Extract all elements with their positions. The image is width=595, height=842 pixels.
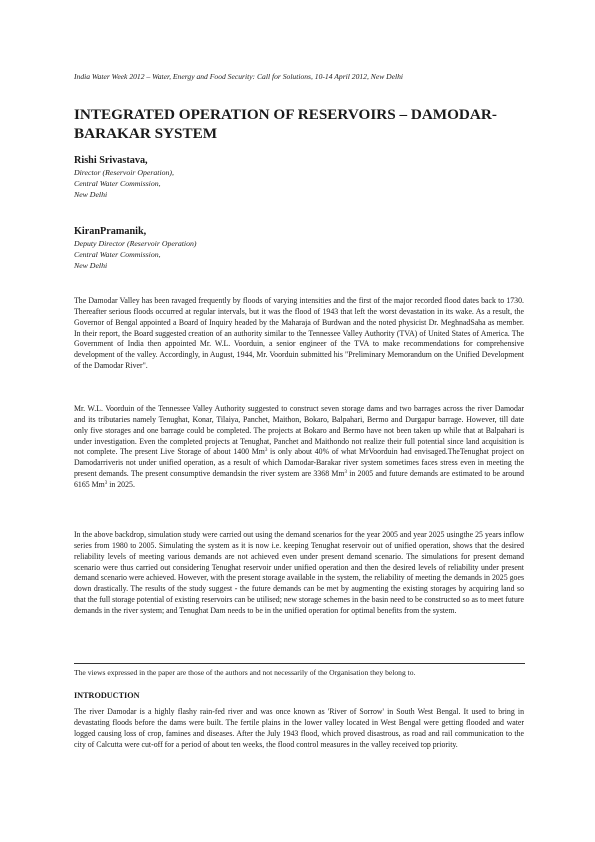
- superscript: 3: [344, 470, 347, 476]
- disclaimer-note: The views expressed in the paper are those of the authors and not necessarily of the Organisation they belong to.: [74, 668, 416, 677]
- abstract-paragraph-2: [74, 404, 524, 491]
- text-run: in 2005 and future demands are estimated to be around 6165 Mm: [74, 469, 524, 489]
- divider-rule: [74, 663, 525, 664]
- running-header: India Water Week 2012 – Water, Energy and Food Security: Call for Solutions, 10-14 April 2012, New Delhi: [74, 72, 404, 81]
- superscript: 3: [264, 448, 268, 454]
- author-affiliation-line: Deputy Director (Reservoir Operation): [74, 239, 197, 248]
- author-name: Rishi Srivastava,: [74, 155, 148, 166]
- author-block-2: [74, 225, 374, 271]
- text-run: is only about 40% of what MrVoorduin had envisaged.TheTenughat project on Damodarriveris not under unified operation, as a result of which Damodar-Barakar river system sometimes faces stress even in meeting the present demands. The present consumptive demandsin the river system are 3368 Mm: [74, 447, 524, 479]
- author-affiliation-line: Central Water Commission,: [74, 249, 161, 259]
- author-affiliation-line: New Delhi: [74, 260, 108, 270]
- author-block-1: [74, 154, 374, 200]
- section-heading-introduction: INTRODUCTION: [74, 691, 140, 700]
- introduction-paragraph-1: The river Damodar is a highly flashy rain-fed river and was once known as 'River of Sorrow' in South West Bengal. It used to bring in devastating floods before the dams were built. The fertile plains in the lower valley located in West Bengal were getting flooded and water logged causing loss of crop, famines and diseases. After the July 1943 flood, which proved disastrous, as road and rail communication to the city of Calcutta were cut-off for a period of about ten weeks, the flood control measures in the valley received top priority.: [74, 707, 524, 749]
- author-affiliation-line: Director (Reservoir Operation),: [74, 168, 174, 177]
- text-run: Mr. W.L. Voorduin of the Tennessee Valley Authority suggested to construct seven storage dams and two barrages across the river Damodar and its tributaries namely Tenughat, Konar, Tilaiya, Panchet, Maithon, Bokaro, Balpahari, Bermo and Durgapur barrage. However, till date only five storages and one barrage could be completed. The projects at Bokaro and Bermo have not been taken up while that at Balpahari is under investigation. Even the completed projects at Tenughat, Panchet and Maithondo not realize their full potential since land acquisition is not complete. The present Live Storage of about 1400 Mm: [74, 404, 524, 457]
- superscript: 3: [104, 480, 108, 486]
- abstract-paragraph-3: In the above backdrop, simulation study were carried out using the demand scenarios for the year 2005 and year 2025 usingthe 25 years inflow series from 1980 to 2005. Simulating the system as it is now i.e. keeping Tenughat reservoir out of unified operation, shows that the desired reliability levels of meeting various demands are not achieved even under present demand scenario. The simulations for present demand scenario were thus carried out considering Tenughat reservoir under unified operation and then the desired levels of reliability under present demand scenario were achieved. However, with the present storage available in the system, the reliability of meeting the demands in 2025 goes down drastically. The results of the study suggest - the future demands can be met by augmenting the existing storages by acquiring land so that the full storage potential of existing reservoirs can be utilised; new storage schemes in the basin need to be constructed so as to meet future demands in the river system; and Tenughat Dam needs to be in the unified operation for optimal benefits from the system.: [74, 530, 524, 615]
- paper-title: INTEGRATED OPERATION OF RESERVOIRS – DAMODAR-BARAKAR SYSTEM: [74, 106, 497, 142]
- text-run: in 2025.: [109, 479, 135, 489]
- author-affiliation-line: Central Water Commission,: [74, 178, 161, 188]
- abstract-paragraph-1: The Damodar Valley has been ravaged frequently by floods of varying intensities and the first of the major recorded flood dates back to 1730. Thereafter serious floods occurred at regular intervals, but it was the flood of 1943 that left the worst devastation in its wake. As a result, the Governor of Bengal appointed a Board of Inquiry headed by the Maharaja of Burdwan and the noted physicist Dr. MeghnadSaha as member. In their report, the Board suggested creation of an authority similar to the Tennessee Valley Authority (TVA) of United States of America. The Government of India then appointed Mr. W.L. Voorduin, a senior engineer of the TVA to make recommendations for comprehensive development of the valley. Accordingly, in August, 1944, Mr. Voorduin submitted his "Preliminary Memorandum on the Unified Development of the Damodar River".: [74, 296, 524, 371]
- author-name: KiranPramanik,: [74, 226, 147, 237]
- author-affiliation-line: New Delhi: [74, 189, 108, 199]
